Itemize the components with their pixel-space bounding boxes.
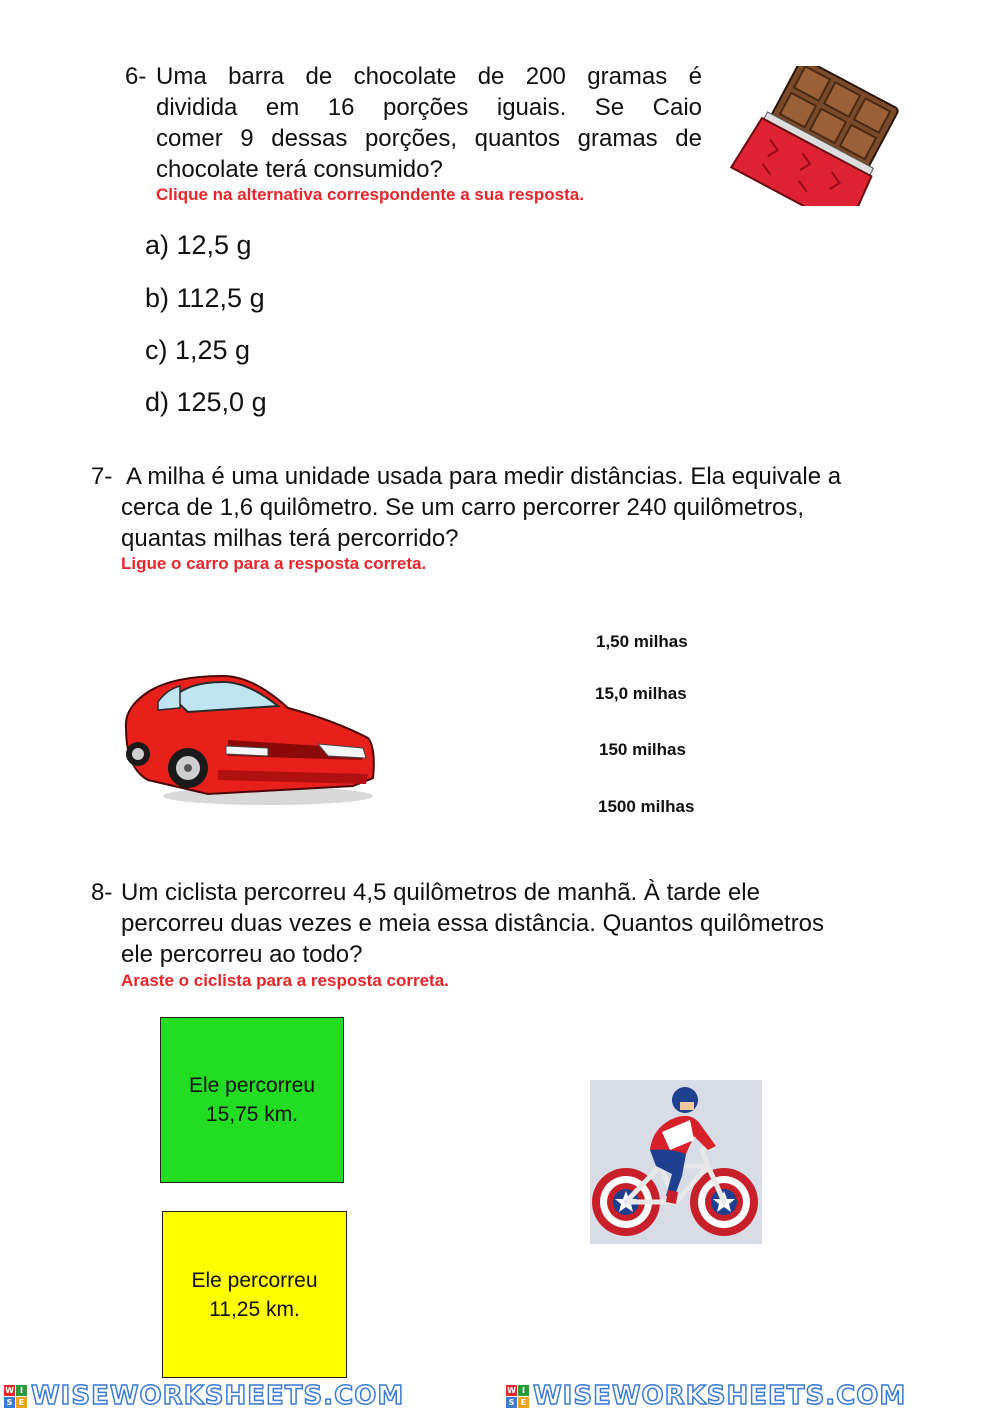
q8-number: 8- xyxy=(91,879,113,906)
q7-line: cerca de 1,6 quilômetro. Se um carro percorrer 240 quilômetros, xyxy=(121,494,804,521)
q6-instruction: Clique na alternativa correspondente a sua resposta. xyxy=(156,185,584,204)
q6-line: dividida em 16 porções iguais. Se Caio xyxy=(156,94,702,121)
q7-option-3[interactable]: 150 milhas xyxy=(599,740,686,759)
q6-option-b[interactable]: b) 112,5 g xyxy=(145,283,265,313)
brand-text: WISEWORKSHEETS.COM xyxy=(31,1381,405,1411)
q6-line: Uma barra de chocolate de 200 gramas é xyxy=(156,63,702,90)
q7-line: A milha é uma unidade usada para medir distâncias. Ela equivale a xyxy=(126,463,842,490)
q7-option-2[interactable]: 15,0 milhas xyxy=(595,684,687,703)
q8-line: percorreu duas vezes e meia essa distância. Quantos quilômetros xyxy=(121,910,825,937)
q6-option-c[interactable]: c) 1,25 g xyxy=(145,335,251,365)
q6-text xyxy=(156,61,702,185)
answer-box-line: 15,75 km. xyxy=(205,1103,299,1126)
brand-logo-icon: W I S E xyxy=(4,1385,27,1408)
chocolate-bar-image xyxy=(722,66,908,206)
brand-logo-icon: W I S E xyxy=(506,1385,529,1408)
red-car-image[interactable] xyxy=(118,668,380,810)
footer-brand-2 xyxy=(506,1381,906,1411)
cyclist-image[interactable] xyxy=(590,1080,762,1244)
answer-box-line: 11,25 km. xyxy=(209,1297,300,1321)
answer-box-line: Ele percorreu xyxy=(188,1074,316,1097)
q6-number: 6- xyxy=(125,63,147,90)
q7-option-4[interactable]: 1500 milhas xyxy=(598,797,695,816)
footer-brand-1 xyxy=(4,1381,404,1411)
q7-option-1[interactable]: 1,50 milhas xyxy=(596,632,688,651)
brand-text: WISEWORKSHEETS.COM xyxy=(533,1381,907,1411)
q7-text xyxy=(121,461,941,554)
answer-box-yellow[interactable] xyxy=(162,1211,347,1378)
q7-number: 7- xyxy=(91,463,113,490)
q8-line: ele percorreu ao todo? xyxy=(121,941,363,968)
answer-box-green[interactable] xyxy=(160,1017,344,1183)
q6-line: comer 9 dessas porções, quantos gramas de xyxy=(156,125,702,152)
q6-option-d[interactable]: d) 125,0 g xyxy=(145,387,267,417)
q6-option-a[interactable]: a) 12,5 g xyxy=(145,230,252,260)
q8-line: Um ciclista percorreu 4,5 quilômetros de manhã. À tarde ele xyxy=(121,879,760,906)
answer-box-line: Ele percorreu xyxy=(191,1268,318,1292)
q6-line: chocolate terá consumido? xyxy=(156,156,443,183)
q8-instruction: Araste o ciclista para a resposta correta. xyxy=(121,971,449,990)
q8-text xyxy=(121,877,941,970)
q7-instruction: Ligue o carro para a resposta correta. xyxy=(121,554,427,573)
q7-line: quantas milhas terá percorrido? xyxy=(121,525,459,552)
